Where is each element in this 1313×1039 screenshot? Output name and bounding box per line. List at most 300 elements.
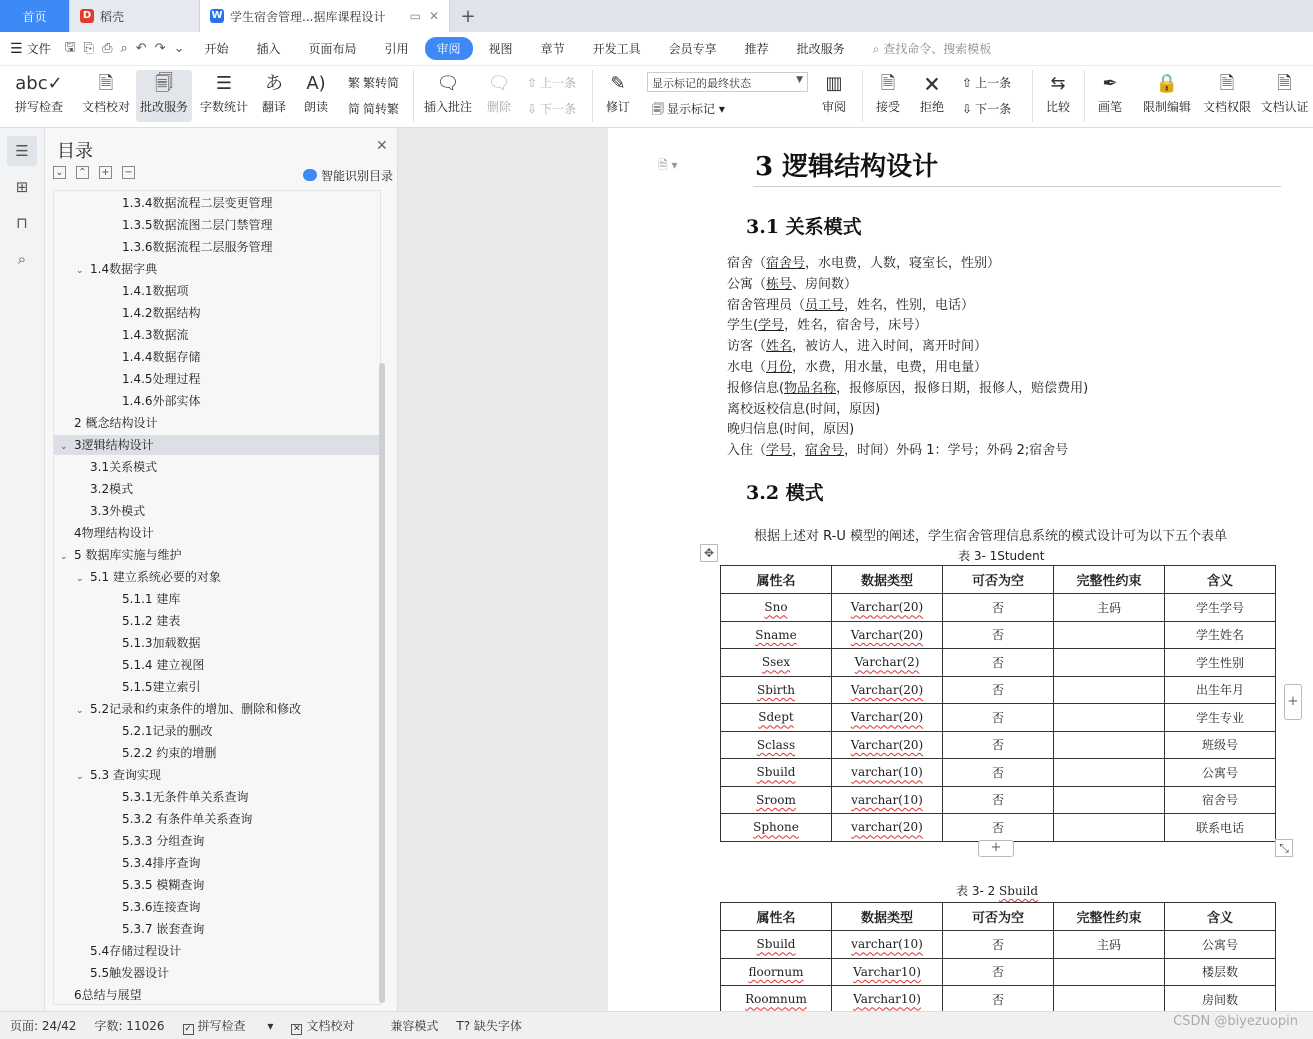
sbuild-table xyxy=(720,902,1276,1011)
cell-text: Sroom xyxy=(756,792,796,807)
table-cell[interactable] xyxy=(943,814,1054,842)
table-cell[interactable] xyxy=(721,958,832,986)
table-cell[interactable] xyxy=(1165,786,1276,814)
search-icon[interactable]: ⌕ xyxy=(17,250,27,268)
expand-chevron-icon[interactable]: ⌄ xyxy=(76,266,84,276)
expand-chevron-icon[interactable]: ⌄ xyxy=(76,706,84,716)
cell-text: Varchar(20) xyxy=(850,600,924,615)
table-cell[interactable] xyxy=(1165,621,1276,649)
chapter-heading: 3 逻辑结构设计 xyxy=(755,152,939,182)
add-heading-icon[interactable]: + xyxy=(99,166,112,179)
toc-item-label: 5.2记录和约束条件的增加、删除和修改 xyxy=(90,702,302,716)
menu-item[interactable]: 插入 xyxy=(256,42,281,56)
table-cell[interactable] xyxy=(721,759,832,787)
review-pane-icon: ▥ xyxy=(825,73,843,94)
table-cell[interactable] xyxy=(943,621,1054,649)
doc-proof-icon: 🗎 xyxy=(98,73,114,94)
cell-text: Varchar10) xyxy=(853,964,921,979)
table-cell[interactable] xyxy=(943,731,1054,759)
track-changes-button[interactable] xyxy=(598,70,638,122)
proof-icon: ✕ xyxy=(293,1023,301,1034)
file-menu[interactable] xyxy=(10,40,51,57)
toc-item[interactable] xyxy=(54,325,380,345)
cell-text: floornum xyxy=(748,964,804,979)
cell-text: Sdept xyxy=(758,710,794,725)
tab-document-label: 学生宿舍管理...据库课程设计 xyxy=(230,9,386,24)
expand-chevron-icon[interactable]: ⌄ xyxy=(76,574,84,584)
table-header-row xyxy=(721,903,1276,931)
menu-item[interactable]: 页面布局 xyxy=(308,42,357,56)
tab-docer[interactable] xyxy=(70,0,200,32)
table-cell[interactable] xyxy=(943,704,1054,732)
relation-line xyxy=(727,335,987,354)
toc-item[interactable] xyxy=(54,523,380,543)
relation-line xyxy=(727,273,857,292)
relation-text: ，水费，用水量，电费，用电量） xyxy=(792,360,988,375)
accept-button[interactable] xyxy=(868,70,908,122)
cell-text: Varchar(20) xyxy=(850,627,924,642)
lock-icon: 🔒 xyxy=(1155,73,1179,94)
table-cell[interactable] xyxy=(832,649,943,677)
table-cell[interactable] xyxy=(1165,704,1276,732)
expand-chevron-icon[interactable]: ⌄ xyxy=(76,772,84,782)
status-spell-check[interactable]: ✓ 拼写检查 ▾ xyxy=(184,1018,274,1034)
certify-icon: 🗎 xyxy=(1277,73,1292,94)
cell-text: 否 xyxy=(991,793,1004,808)
primary-key: 月份 xyxy=(766,360,793,375)
table-row xyxy=(721,676,1276,704)
toc-item[interactable] xyxy=(54,743,380,763)
relation-text: 宿舍管理员（ xyxy=(727,297,806,313)
prev-comment-label: 上一条 xyxy=(540,76,577,90)
toc-item[interactable] xyxy=(54,985,380,1005)
missing-font-label: 缺失字体 xyxy=(473,1019,522,1033)
export-icon[interactable]: ⎘ xyxy=(83,41,95,56)
spell-check-button[interactable] xyxy=(8,70,70,122)
show-markup-button[interactable]: 🗐 显示标记 ▾ xyxy=(652,102,725,116)
table-cell[interactable] xyxy=(832,986,943,1012)
tab-document[interactable] xyxy=(200,0,450,32)
table-header-cell: 属性名 xyxy=(721,903,832,931)
table-cell[interactable] xyxy=(832,676,943,704)
read-aloud-icon: A) xyxy=(306,73,326,94)
toc-item[interactable] xyxy=(54,435,380,455)
table-cell[interactable] xyxy=(943,759,1054,787)
hamburger-icon: ☰ xyxy=(10,40,23,57)
prev-comment-icon: ⇧ xyxy=(527,76,538,90)
table-cell[interactable] xyxy=(721,649,832,677)
toc-item[interactable] xyxy=(54,677,380,697)
table-row xyxy=(721,731,1276,759)
toc-item[interactable] xyxy=(54,413,380,433)
new-tab-button[interactable]: + xyxy=(460,5,476,27)
insert-comment-label: 插入批注 xyxy=(423,100,472,114)
cell-text: 联系电话 xyxy=(1195,820,1244,835)
spell-check-label: 拼写检查 xyxy=(14,100,63,114)
table-cell[interactable] xyxy=(1165,759,1276,787)
table-cell[interactable] xyxy=(721,931,832,959)
toc-item[interactable] xyxy=(54,875,380,895)
ribbon-divider xyxy=(592,70,593,122)
table-move-handle[interactable]: ✥ xyxy=(700,544,718,562)
prev-change-icon: ⇧ xyxy=(962,76,973,90)
relation-text: ， xyxy=(792,443,806,459)
command-search[interactable]: ⌕ 查找命令、搜索模板 xyxy=(872,42,992,56)
cell-text: varchar(10) xyxy=(851,765,923,780)
table-cell[interactable] xyxy=(721,594,832,622)
table-header-cell: 数据类型 xyxy=(832,566,943,594)
translate-button[interactable] xyxy=(256,70,292,122)
cell-text: 否 xyxy=(991,628,1004,643)
table-cell[interactable] xyxy=(1054,786,1165,814)
toc-item[interactable] xyxy=(54,787,380,807)
translate-icon: あ xyxy=(265,73,283,94)
preview-icon[interactable]: ⌕ xyxy=(120,41,128,56)
toc-item[interactable] xyxy=(54,501,380,521)
table-cell[interactable] xyxy=(1165,931,1276,959)
smart-toc-button[interactable] xyxy=(303,167,393,184)
relation-text: 、房间数） xyxy=(792,276,858,292)
tab-home[interactable] xyxy=(0,0,70,32)
prev-comment-button[interactable] xyxy=(527,74,576,91)
table1-caption: 表 3- 1Student xyxy=(958,549,1045,563)
menu-item[interactable]: 批改服务 xyxy=(796,42,845,56)
add-column-button[interactable]: + xyxy=(1284,684,1302,720)
table-cell[interactable] xyxy=(1165,676,1276,704)
remove-heading-icon[interactable]: − xyxy=(122,166,135,179)
table-row xyxy=(721,649,1276,677)
toc-item-label: 5.1.3加载数据 xyxy=(122,636,201,650)
chevron-down-icon: ▼ xyxy=(796,75,803,85)
table-row xyxy=(721,621,1276,649)
trad-to-simp-button[interactable] xyxy=(348,74,399,91)
next-comment-button[interactable] xyxy=(527,100,576,117)
menu-item[interactable]: 视图 xyxy=(488,42,513,56)
delete-comment-button[interactable] xyxy=(480,70,518,122)
table-header-cell: 数据类型 xyxy=(832,903,943,931)
toc-item-label: 5.5触发器设计 xyxy=(90,966,170,980)
toc-item-label: 5.4存储过程设计 xyxy=(90,944,182,958)
table-cell[interactable] xyxy=(721,731,832,759)
outline-panel-icon[interactable]: ⊞ xyxy=(15,178,29,196)
table-cell[interactable] xyxy=(721,676,832,704)
add-row-button[interactable]: + xyxy=(978,840,1014,857)
smart-icon xyxy=(303,169,317,181)
primary-key: 学号 xyxy=(758,318,785,334)
cell-text: Sbirth xyxy=(756,682,796,697)
table-header-cell: 完整性约束 xyxy=(1054,566,1165,594)
toc-item-label: 3逻辑结构设计 xyxy=(74,438,154,452)
undo-icon[interactable]: ↶ xyxy=(135,41,147,56)
cell-text: varchar(10) xyxy=(851,937,923,952)
status-doc-proof[interactable] xyxy=(291,1017,372,1035)
toc-item[interactable] xyxy=(54,919,380,939)
table-cell[interactable] xyxy=(943,958,1054,986)
next-change-button[interactable] xyxy=(962,100,1011,117)
toc-item[interactable] xyxy=(54,765,380,785)
table-resize-handle[interactable]: ⤡ xyxy=(1275,839,1293,857)
cell-text: 否 xyxy=(991,710,1004,725)
cell-text: Sclass xyxy=(756,737,796,752)
prev-change-button[interactable] xyxy=(962,74,1011,91)
toc-item-label: 1.4数据字典 xyxy=(90,262,158,276)
relation-text: ，时间）外码 1：学号；外码 2;宿舍号 xyxy=(844,443,1069,459)
table-cell[interactable] xyxy=(1054,731,1165,759)
table-cell[interactable] xyxy=(1054,759,1165,787)
table-cell[interactable] xyxy=(1165,958,1276,986)
show-markup-label: 显示标记 xyxy=(667,102,716,116)
word-count-icon: ☰ xyxy=(215,73,233,94)
cell-text: Sbuild xyxy=(756,765,796,780)
primary-key: 宿舍号 xyxy=(766,256,806,271)
table-cell[interactable] xyxy=(1054,704,1165,732)
table-cell[interactable] xyxy=(943,676,1054,704)
toc-item-label: 5.3.2 有条件单关系查询 xyxy=(122,812,253,826)
toc-item-label: 5.3.6连接查询 xyxy=(122,900,201,914)
primary-key: 员工号 xyxy=(805,297,845,313)
table-cell[interactable] xyxy=(1054,986,1165,1012)
toc-item-label: 6总结与展望 xyxy=(74,988,142,1002)
menu-item[interactable]: 开发工具 xyxy=(592,42,641,56)
toc-item[interactable] xyxy=(54,303,380,323)
cell-text: 出生年月 xyxy=(1195,683,1244,698)
toc-item[interactable] xyxy=(54,479,380,499)
toc-item-label: 1.4.2数据结构 xyxy=(122,306,201,320)
toc-item-label: 5.2.2 约束的增删 xyxy=(122,746,217,760)
toc-item-label: 5.3.3 分组查询 xyxy=(122,834,205,848)
menu-item[interactable]: 开始 xyxy=(204,42,229,56)
table-row xyxy=(721,931,1276,959)
save-icon[interactable]: 🖫 xyxy=(64,39,76,55)
relation-line xyxy=(727,418,854,437)
relation-text: ，姓名，性别，电话） xyxy=(844,297,975,313)
page-indicator[interactable]: 页面: 24/42 xyxy=(10,1019,77,1033)
table-cell[interactable] xyxy=(832,759,943,787)
cell-text: Varchar(20) xyxy=(850,682,924,697)
table-cell[interactable] xyxy=(721,786,832,814)
toc-item[interactable] xyxy=(54,391,380,411)
toc-item[interactable] xyxy=(54,237,380,257)
table-cell[interactable] xyxy=(1054,814,1165,842)
toc-item[interactable] xyxy=(54,259,380,279)
cell-text: 否 xyxy=(991,765,1004,780)
collapse-all-icon[interactable]: ⌄ xyxy=(53,166,66,179)
page-format-icon[interactable]: 🗎 ▾ xyxy=(658,158,678,172)
restrict-edit-button[interactable] xyxy=(1138,70,1196,122)
left-rail xyxy=(0,128,45,1011)
toc-item-label: 5.1 建立系统必要的对象 xyxy=(90,570,221,584)
doc-rights-icon: 🗎 xyxy=(1219,73,1235,94)
toc-item-label: 5.2.1记录的删改 xyxy=(122,724,213,738)
table-cell[interactable] xyxy=(1165,986,1276,1012)
toc-item[interactable] xyxy=(54,655,380,675)
menu-item[interactable]: 引用 xyxy=(384,42,409,56)
table-cell[interactable] xyxy=(721,621,832,649)
menu-item[interactable]: 审阅 xyxy=(425,37,473,60)
read-aloud-button[interactable] xyxy=(298,70,334,122)
relation-text: 公寓（ xyxy=(727,276,767,292)
table-cell[interactable] xyxy=(721,986,832,1012)
cell-text: Varchar(20) xyxy=(850,737,924,752)
compat-mode: 兼容模式 xyxy=(390,1019,439,1033)
toc-item[interactable] xyxy=(54,545,380,565)
insert-comment-button[interactable] xyxy=(420,70,476,122)
bookmark-icon[interactable]: ⊓ xyxy=(16,214,28,232)
toc-item[interactable] xyxy=(54,347,380,367)
cell-text: Sno xyxy=(764,600,788,615)
expand-all-icon[interactable]: ⌃ xyxy=(76,166,89,179)
relation-line xyxy=(727,356,987,375)
close-tab-icon[interactable]: ✕ xyxy=(428,9,439,23)
table-header-cell: 可否为空 xyxy=(943,903,1054,931)
heading-divider xyxy=(753,186,1281,187)
table-cell[interactable] xyxy=(1054,958,1165,986)
ribbon-divider xyxy=(1032,70,1033,122)
toc-item[interactable] xyxy=(54,281,380,301)
expand-chevron-icon[interactable]: ⌄ xyxy=(60,442,68,452)
word-count-button[interactable] xyxy=(196,70,252,122)
docer-icon: D xyxy=(80,9,94,23)
table-cell[interactable] xyxy=(1165,731,1276,759)
expand-chevron-icon[interactable]: ⌄ xyxy=(60,552,68,562)
simp-trad-icon: 简 xyxy=(348,102,361,116)
ribbon-divider xyxy=(1084,70,1085,122)
toc-item-label: 5.1.1 建库 xyxy=(122,592,181,606)
toc-item-label: 1.4.5处理过程 xyxy=(122,372,201,386)
relation-text: 晚归信息(时间，原因) xyxy=(727,422,855,438)
menu-item[interactable]: 会员专享 xyxy=(668,42,717,56)
table-cell[interactable] xyxy=(1165,814,1276,842)
primary-key: 栋号 xyxy=(766,276,793,292)
doc-certify-label: 文档认证 xyxy=(1260,100,1309,114)
toc-item[interactable] xyxy=(54,941,380,961)
table-cell[interactable] xyxy=(1165,649,1276,677)
toc-item[interactable] xyxy=(54,369,380,389)
table-cell[interactable] xyxy=(832,958,943,986)
toc-item-label: 1.4.1数据项 xyxy=(122,284,189,298)
toc-item-label: 5.3.4排序查询 xyxy=(122,856,201,870)
relation-line xyxy=(727,439,1068,458)
menu-bar xyxy=(0,32,1313,66)
table-cell[interactable] xyxy=(832,786,943,814)
pen-button[interactable] xyxy=(1090,70,1130,122)
command-search-label: 查找命令、搜索模板 xyxy=(883,42,992,56)
customize-icon[interactable]: ⌄ xyxy=(173,41,185,56)
table-header-cell: 属性名 xyxy=(721,566,832,594)
simp-to-trad-button[interactable] xyxy=(348,100,399,117)
menu-item[interactable]: 章节 xyxy=(540,42,565,56)
toc-scrollbar[interactable] xyxy=(379,363,385,1003)
abc-check-icon: abc✓ xyxy=(15,73,63,94)
cell-text: 否 xyxy=(991,683,1004,698)
table-cell[interactable] xyxy=(832,731,943,759)
print-icon[interactable]: ⎙ xyxy=(102,41,113,56)
table-cell[interactable] xyxy=(1054,594,1165,622)
table-cell[interactable] xyxy=(832,704,943,732)
accept-icon: 🗎 xyxy=(880,73,896,94)
toc-item[interactable] xyxy=(54,721,380,741)
toc-item-label: 5.3 查询实现 xyxy=(90,768,161,782)
toc-item[interactable] xyxy=(54,215,380,235)
toc-item[interactable] xyxy=(54,193,380,213)
table-cell[interactable] xyxy=(1054,649,1165,677)
word-count-indicator[interactable]: 字数: 11026 xyxy=(94,1019,165,1033)
table-cell[interactable] xyxy=(1054,676,1165,704)
trad-simp-icon: 繁 xyxy=(348,76,361,90)
delete-comment-label: 删除 xyxy=(486,100,511,114)
redo-icon[interactable]: ↷ xyxy=(154,41,166,56)
tab-home-label: 首页 xyxy=(22,9,47,24)
table-cell[interactable] xyxy=(943,986,1054,1012)
reject-label: 拒绝 xyxy=(919,100,944,114)
toc-item[interactable] xyxy=(54,809,380,829)
pin-icon[interactable]: ▭ xyxy=(409,9,421,23)
toc-item[interactable] xyxy=(54,853,380,873)
cell-text: Varchar(20) xyxy=(850,710,924,725)
smart-toc-label: 智能识别目录 xyxy=(321,169,394,183)
toc-item-label: 3.1关系模式 xyxy=(90,460,158,474)
next-comment-label: 下一条 xyxy=(540,102,577,116)
table2-caption-prefix: 表 3- 2 xyxy=(956,884,1000,898)
close-icon[interactable]: ✕ xyxy=(376,138,388,154)
doc-proof-button[interactable] xyxy=(78,70,134,122)
table-cell[interactable] xyxy=(1054,931,1165,959)
table-cell[interactable] xyxy=(1054,621,1165,649)
table-cell[interactable] xyxy=(1165,594,1276,622)
menu-item[interactable]: 推荐 xyxy=(744,42,769,56)
prev-change-label: 上一条 xyxy=(975,76,1012,90)
table-cell[interactable] xyxy=(943,786,1054,814)
table-cell[interactable] xyxy=(832,814,943,842)
missing-font[interactable]: T? 缺失字体 xyxy=(456,1019,522,1033)
compare-label: 比较 xyxy=(1045,100,1070,114)
cell-text: varchar(10) xyxy=(851,792,923,807)
correction-service-button[interactable] xyxy=(136,70,192,122)
toc-item[interactable] xyxy=(54,589,380,609)
toc-item[interactable] xyxy=(54,567,380,587)
toc-item[interactable] xyxy=(54,457,380,477)
toc-item[interactable] xyxy=(54,963,380,983)
table-cell[interactable] xyxy=(832,621,943,649)
document-area xyxy=(398,128,1313,1011)
table-cell[interactable] xyxy=(832,594,943,622)
review-pane-button[interactable] xyxy=(812,70,856,122)
toc-item[interactable] xyxy=(54,611,380,631)
toc-item[interactable] xyxy=(54,897,380,917)
doc-certify-button[interactable] xyxy=(1256,70,1313,122)
table-cell[interactable] xyxy=(721,704,832,732)
toc-panel-icon[interactable]: ☰ xyxy=(7,136,37,166)
toc-item[interactable] xyxy=(54,699,380,719)
cell-text: 公寓号 xyxy=(1201,937,1238,952)
cell-text: 宿舍号 xyxy=(1201,793,1238,808)
toc-item-label: 5.1.2 建表 xyxy=(122,614,181,628)
table-cell[interactable] xyxy=(943,649,1054,677)
table-header-row xyxy=(721,566,1276,594)
display-mode-select[interactable] xyxy=(647,72,808,92)
table-cell[interactable] xyxy=(943,594,1054,622)
table-cell[interactable] xyxy=(721,814,832,842)
table-cell[interactable] xyxy=(832,931,943,959)
compare-icon: ⇆ xyxy=(1050,73,1066,94)
toc-item[interactable] xyxy=(54,831,380,851)
compare-button[interactable] xyxy=(1038,70,1078,122)
toc-item[interactable] xyxy=(54,633,380,653)
reject-button[interactable] xyxy=(912,70,952,122)
doc-rights-button[interactable] xyxy=(1198,70,1256,122)
toc-item-label: 5.3.7 嵌套查询 xyxy=(122,922,205,936)
table-cell[interactable] xyxy=(943,931,1054,959)
